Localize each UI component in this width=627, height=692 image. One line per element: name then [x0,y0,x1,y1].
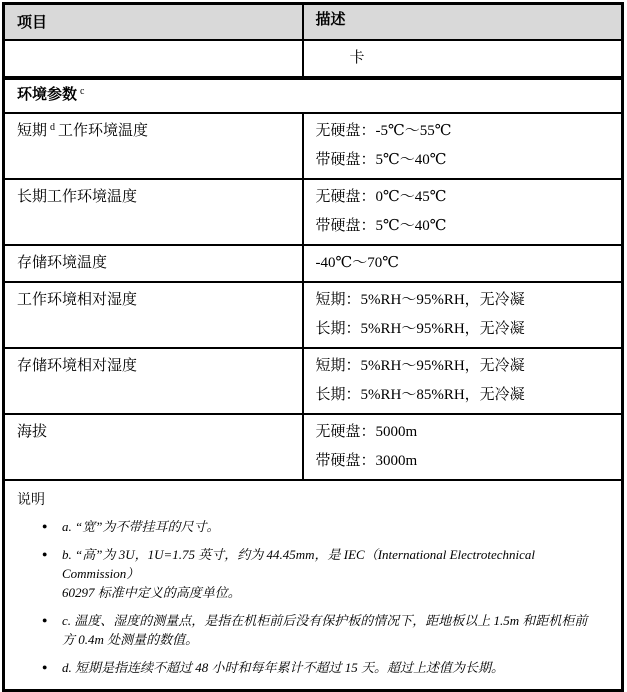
table-row-card [4,40,623,78]
desc-line: 短期：5%RH～95%RH，无冷凝 [315,292,525,308]
desc-cell [303,348,623,414]
note-text [62,611,609,649]
note-item-d [17,658,609,677]
desc-line: 带硬盘：3000m [315,453,418,469]
note-text [62,545,609,602]
table-row-storage-humidity [4,348,623,414]
item-cell: 存储环境相对湿度 [4,348,303,414]
note-line: 方 0.4m 处测量的数值。 [62,632,199,647]
notes-cell [4,480,623,691]
item-cell: 海拔 [4,414,303,480]
table-header-row [4,4,623,41]
item-label-suffix: 工作环境温度 [58,123,149,139]
note-item-c [17,611,609,649]
item-cell: 长期工作环境温度 [4,179,303,245]
note-text [62,517,609,536]
item-cell-empty [4,40,303,78]
note-line: c. 温度、湿度的测量点，是指在机柜前后没有保护板的情况下，距地板以上 1.5m 和距机柜前 [62,613,588,628]
desc-line: 短期：5%RH～95%RH，无冷凝 [315,358,525,374]
item-cell [4,113,303,179]
spec-table [2,2,624,692]
table-row-long-term-temp [4,179,623,245]
section-cell [4,78,623,113]
notes-row [4,480,623,691]
desc-line: 无硬盘：5000m [315,424,418,440]
desc-cell [303,414,623,480]
desc-cell [303,179,623,245]
desc-cell [303,245,623,282]
table-row-operating-humidity [4,282,623,348]
note-line: b. “高”为 3U，1U=1.75 英寸，约为 44.45mm，是 IEC（International Electrotechnical Commission） [62,547,536,581]
table-row-storage-temp [4,245,623,282]
desc-line: 长期：5%RH～85%RH，无冷凝 [315,387,525,403]
note-line: a. “宽”为不带挂耳的尺寸。 [62,519,220,534]
note-line: 60297 标准中定义的高度单位。 [62,585,241,600]
header-cell-item: 项目 [4,4,303,41]
desc-line: 无硬盘：0℃～45℃ [315,189,447,205]
item-cell: 工作环境相对湿度 [4,282,303,348]
bullet-icon: ● [42,662,48,672]
section-row-environment [4,78,623,113]
item-cell: 存储环境温度 [4,245,303,282]
bullet-icon: ● [42,615,48,625]
desc-line: -40℃～70℃ [315,255,400,271]
section-title: 环境参数 [17,86,78,103]
header-cell-desc: 描述 [303,4,623,41]
desc-cell [303,282,623,348]
desc-cell-card [303,40,623,78]
item-label-prefix: 短期 [17,123,48,139]
note-line: d. 短期是指连续不超过 48 小时和每年累计不超过 15 天。超过上述值为长期。 [62,660,505,675]
desc-line: 长期：5%RH～95%RH，无冷凝 [315,321,525,337]
desc-line: 无硬盘：-5℃～55℃ [315,123,452,139]
desc-line: 卡 [349,50,365,66]
note-item-b [17,545,609,602]
desc-cell [303,113,623,179]
section-footnote-ref: c [80,86,85,97]
item-footnote-ref: d [50,122,56,133]
note-text [62,658,609,677]
desc-line: 带硬盘：5℃～40℃ [315,152,447,168]
bullet-icon: ● [42,549,48,559]
notes-title: 说明 [17,491,45,507]
desc-line: 带硬盘：5℃～40℃ [315,218,447,234]
bullet-icon: ● [42,521,48,531]
table-row-short-term-temp [4,113,623,179]
table-row-altitude [4,414,623,480]
note-item-a [17,517,609,536]
